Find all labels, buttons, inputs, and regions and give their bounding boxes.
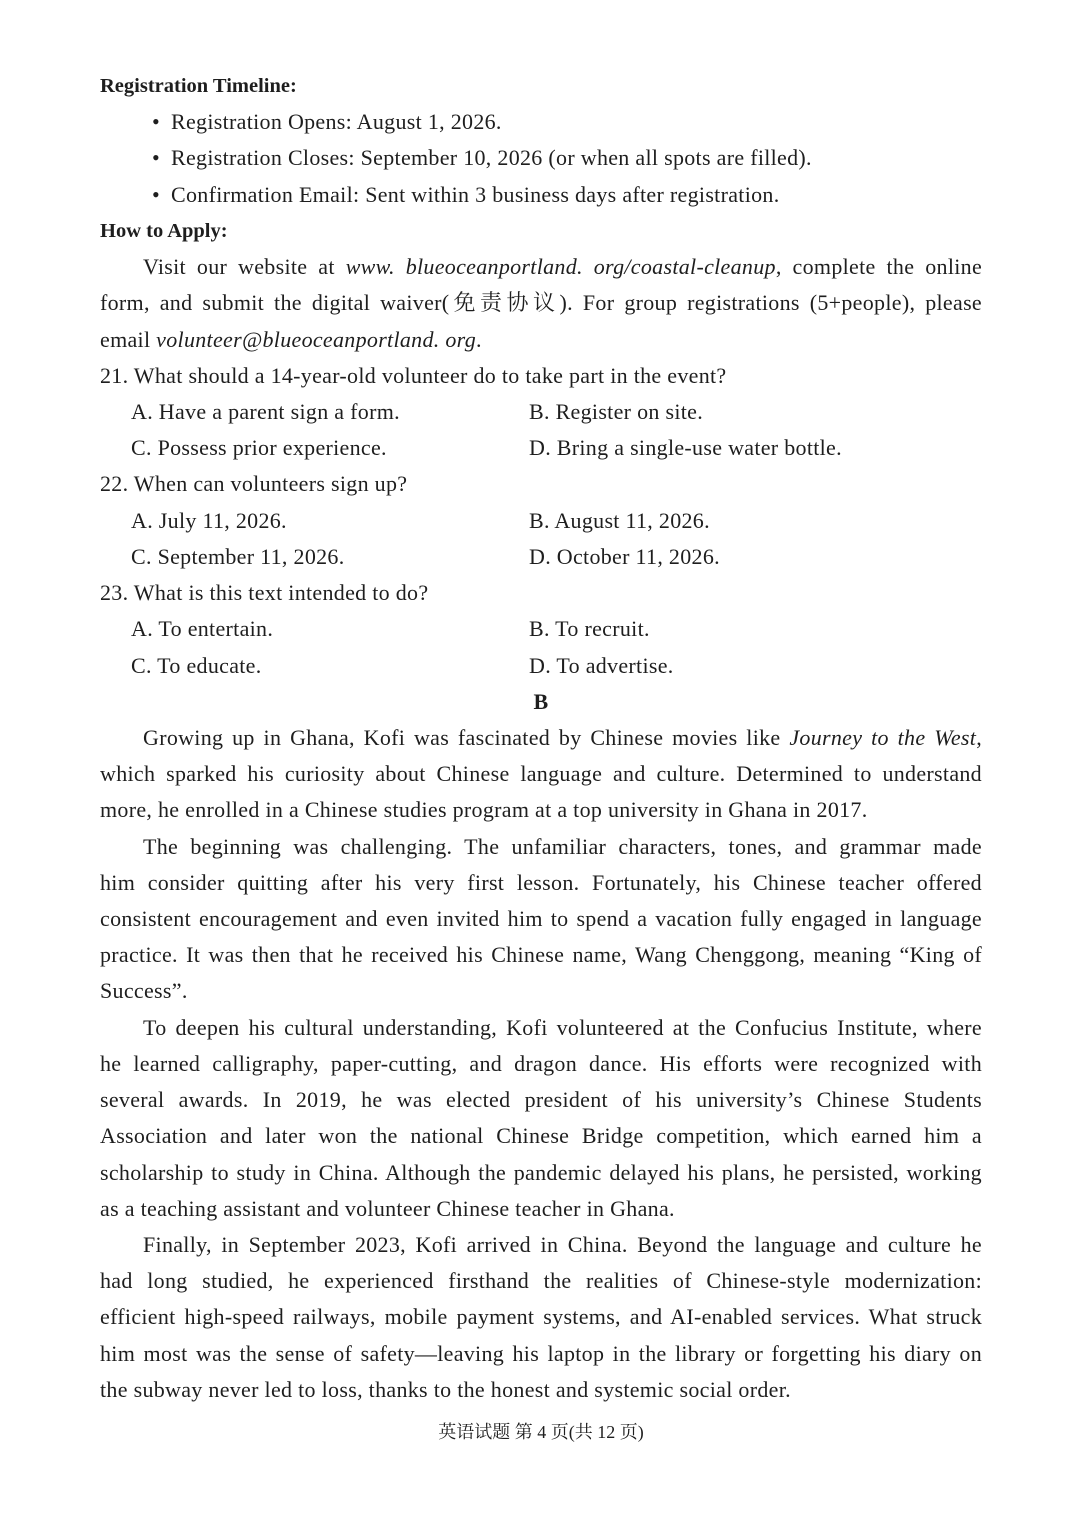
paragraph-line: practice. It was then that he received his Chinese name, Wang Chenggong, meaning “King of (100, 942, 982, 968)
paragraph-line: Finally, in September 2023, Kofi arrived in China. Beyond the language and culture he (143, 1232, 982, 1257)
text-run: email (100, 326, 157, 352)
section-label: B (533, 688, 549, 714)
text-run: , complete the online (775, 254, 982, 280)
paragraph-line: as a teaching assistant and volunteer Chinese teacher in Ghana. (100, 1195, 675, 1221)
option-a: A. To entertain. (131, 616, 274, 642)
how-to-apply-heading: How to Apply: (100, 219, 228, 242)
paragraph-line: him most was the sense of safety—leaving his laptop in the library or forgetting his diary on (100, 1340, 982, 1366)
options-row (100, 539, 982, 575)
movie-title: Journey to the West (789, 724, 977, 750)
paragraph-line (100, 322, 982, 358)
text-run: Visit our website at (143, 254, 346, 280)
options-row (100, 503, 982, 539)
paragraph-line: consistent encouragement and even invited him to spend a vacation fully engaged in language (100, 906, 982, 932)
options-row (100, 648, 982, 684)
text-run: , (976, 724, 982, 750)
paragraph-line: Association and later won the national Chinese Bridge competition, which earned him a (100, 1123, 982, 1149)
paragraph-line (100, 720, 982, 756)
email-address: volunteer@blueoceanportland. org (156, 326, 477, 352)
text-run: . (476, 326, 482, 352)
question-stem: 21. What should a 14-year-old volunteer do to take part in the event? (100, 362, 727, 388)
options-row (100, 611, 982, 647)
options-row (100, 430, 982, 466)
option-b: B. August 11, 2026. (529, 507, 710, 533)
registration-timeline-heading: Registration Timeline: (100, 75, 297, 97)
option-c: C. To educate. (131, 652, 262, 678)
paragraph-line: scholarship to study in China. Although the pandemic delayed his plans, he persisted, working (100, 1159, 982, 1185)
paragraph-line: To deepen his cultural understanding, Kofi volunteered at the Confucius Institute, where (143, 1014, 982, 1040)
option-d: D. To advertise. (529, 652, 674, 678)
page-footer: 英语试题 第 4 页(共 12 页) (438, 1422, 644, 1442)
timeline-item: • Confirmation Email: Sent within 3 business days after registration. (100, 177, 982, 213)
paragraph-line: efficient high-speed railways, mobile payment systems, and AI-enabled services. What struck (100, 1304, 982, 1330)
paragraph-line: him consider quitting after his very first lesson. Fortunately, his Chinese teacher offered (100, 869, 982, 895)
exam-page-content (100, 68, 982, 1408)
paragraph-line: he learned calligraphy, paper-cutting, and dragon dance. His efforts were recognized with (100, 1050, 982, 1076)
paragraph-line: The beginning was challenging. The unfamiliar characters, tones, and grammar made (143, 833, 982, 859)
timeline-item: • Registration Opens: August 1, 2026. (100, 104, 982, 140)
options-row (100, 394, 982, 430)
paragraph-line: the subway never led to loss, thanks to the honest and systemic social order. (100, 1376, 791, 1402)
timeline-item: • Registration Closes: September 10, 2026 (or when all spots are filled). (100, 140, 982, 176)
option-a: A. July 11, 2026. (131, 507, 287, 533)
option-d: D. October 11, 2026. (529, 543, 720, 569)
question-stem: 23. What is this text intended to do? (100, 580, 429, 606)
paragraph-line: which sparked his curiosity about Chinese language and culture. Determined to understand (100, 761, 982, 787)
option-b: B. Register on site. (529, 398, 704, 424)
option-a: A. Have a parent sign a form. (131, 398, 400, 424)
paragraph-line: form, and submit the digital waiver(免责协议). For group registrations (5+people), please (100, 290, 982, 316)
paragraph-line: had long studied, he experienced firsthand the realities of Chinese-style modernization: (100, 1268, 982, 1294)
paragraph-line (100, 249, 982, 285)
option-c: C. Possess prior experience. (131, 435, 387, 461)
website-url: www. blueoceanportland. org/coastal-cleanup (345, 254, 776, 280)
text-run: Growing up in Ghana, Kofi was fascinated by Chinese movies like (143, 724, 790, 750)
paragraph-line: more, he enrolled in a Chinese studies program at a top university in Ghana in 2017. (100, 797, 868, 823)
option-b: B. To recruit. (529, 616, 650, 642)
option-d: D. Bring a single-use water bottle. (529, 435, 842, 461)
question-stem: 22. When can volunteers sign up? (100, 471, 408, 497)
paragraph-line: Success”. (100, 978, 188, 1004)
option-c: C. September 11, 2026. (131, 543, 345, 569)
paragraph-line: several awards. In 2019, he was elected president of his university’s Chinese Students (100, 1087, 982, 1113)
